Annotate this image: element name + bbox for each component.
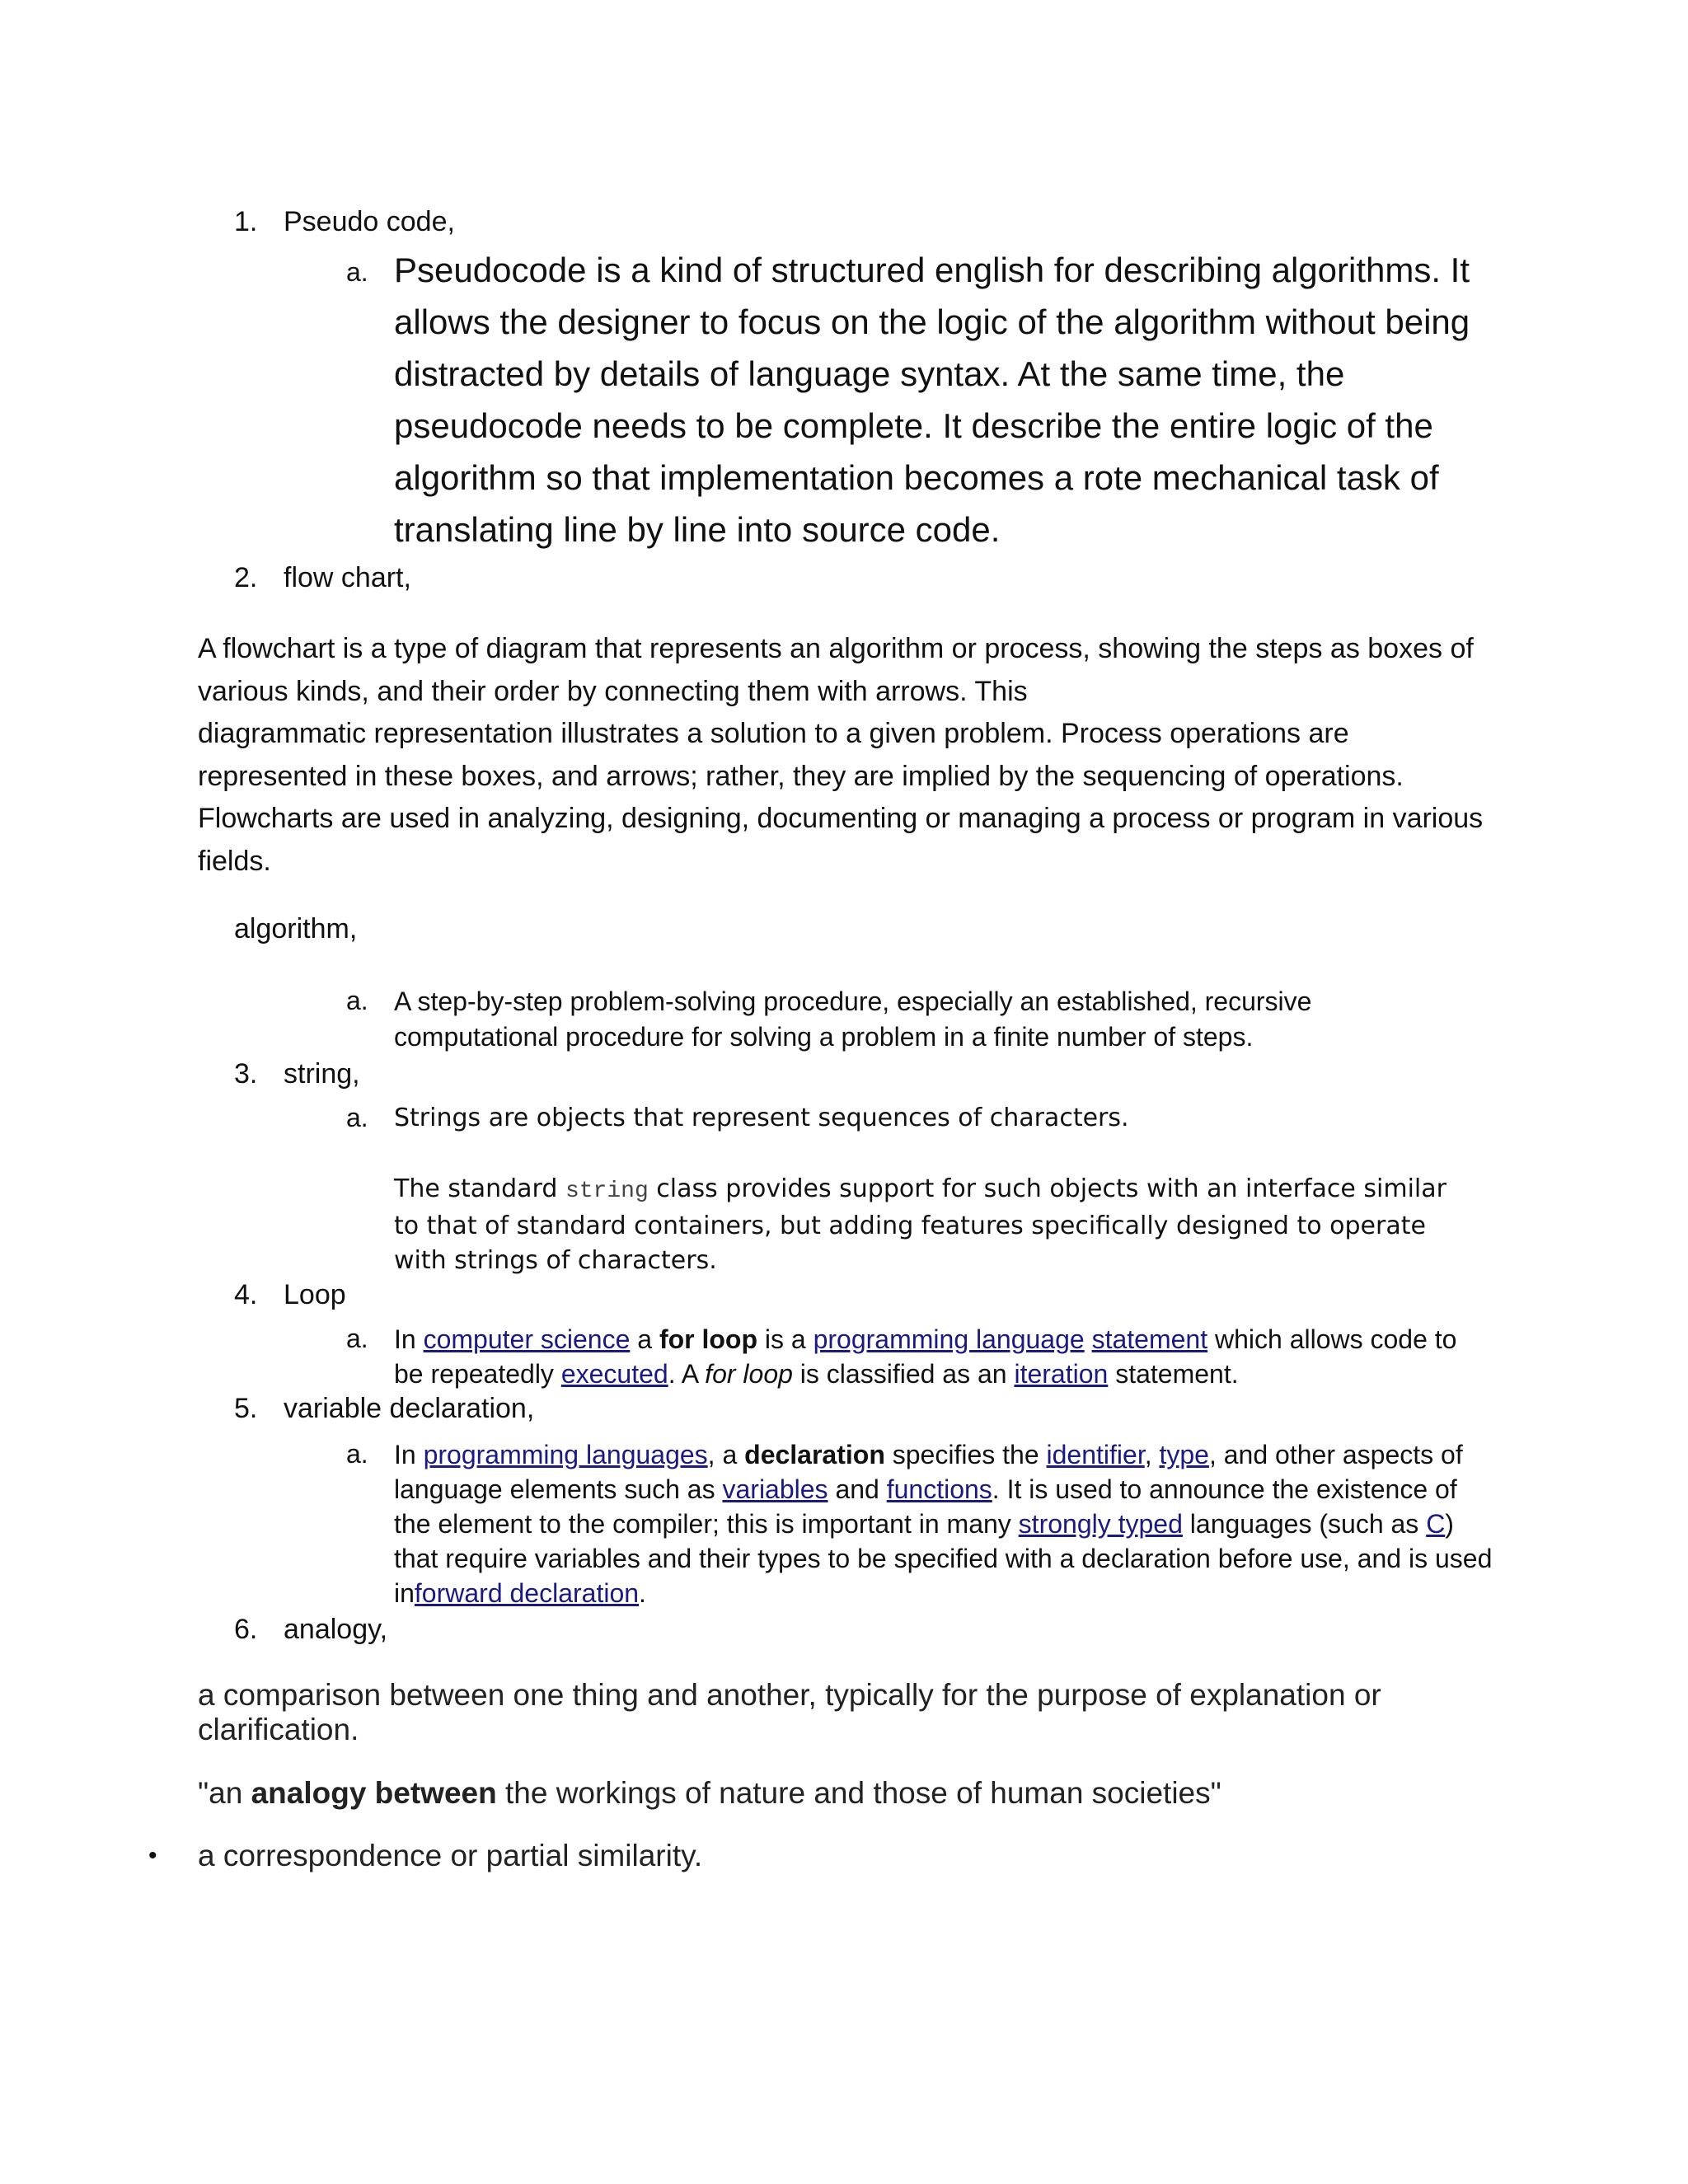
- link-forward-declaration[interactable]: forward declaration: [414, 1578, 640, 1608]
- sub-marker: a.: [346, 1103, 368, 1132]
- link-programming-languages[interactable]: programming languages: [423, 1440, 708, 1469]
- declaration-definition: In programming languages, a declaration specifies the identifier, type, and other aspects of language elements such as variables and functions. It is used to announce the existence of the element to the compiler; this is important in many strongly typed languages (such as C) that require variables and their types to be specified with a declaration before use, and is used inforward declaration.: [394, 1440, 1493, 1608]
- algorithm-definition: A step-by-step problem-solving procedure, especially an established, recursive computational procedure for solving a problem in a finite number of steps.: [394, 987, 1312, 1052]
- link-executed[interactable]: executed: [560, 1359, 668, 1389]
- link-identifier[interactable]: identifier: [1046, 1440, 1145, 1469]
- analogy-bullet-text: a correspondence or partial similarity.: [198, 1839, 703, 1872]
- code-string: string: [565, 1179, 649, 1204]
- item-title-analogy: analogy,: [284, 1614, 388, 1645]
- analogy-example: "an analogy between the workings of nature and those of human societies": [198, 1776, 1221, 1810]
- item-number: 6.: [234, 1614, 258, 1645]
- sub-marker: a.: [346, 986, 368, 1015]
- link-programming-language[interactable]: programming language: [813, 1324, 1085, 1354]
- item-title-string: string,: [284, 1058, 360, 1090]
- item-number: 1.: [234, 206, 258, 237]
- analogy-definition: a comparison between one thing and another, typically for the purpose of explanation or clarification.: [198, 1678, 1381, 1746]
- link-c[interactable]: C: [1426, 1509, 1446, 1539]
- item-title-variable-declaration: variable declaration,: [284, 1393, 535, 1424]
- link-functions[interactable]: functions: [886, 1474, 992, 1504]
- item-title-flow-chart: flow chart,: [284, 562, 411, 593]
- item-number: 3.: [234, 1058, 258, 1090]
- link-variables[interactable]: variables: [722, 1474, 828, 1504]
- link-computer-science[interactable]: computer science: [423, 1324, 631, 1354]
- item-number: 5.: [234, 1393, 258, 1424]
- sub-marker: a.: [346, 257, 368, 287]
- sub-marker: a.: [346, 1439, 368, 1469]
- item-number: 2.: [234, 562, 258, 593]
- item-title-loop: Loop: [284, 1279, 346, 1310]
- flowchart-definition: A flowchart is a type of diagram that represents an algorithm or process, showing the steps as boxes of various kinds, and their order by connecting them with arrows. This diagrammatic representation illustrates a solution to a given problem. Process operations are represented in these boxes, and arrows; rather, they are implied by the sequencing of operations. Flowcharts are used in analyzing, designing, documenting or managing a process or program in various fields.: [198, 633, 1484, 877]
- loop-definition: In computer science a for loop is a programming language statement which allows code to be repeatedly executed. A for loop is classified as an iteration statement.: [394, 1324, 1457, 1389]
- sub-marker: a.: [346, 1324, 368, 1353]
- item-title-pseudo-code: Pseudo code,: [284, 206, 455, 237]
- link-statement[interactable]: statement: [1091, 1324, 1208, 1354]
- link-iteration[interactable]: iteration: [1014, 1359, 1109, 1389]
- string-class-description: The standard string class provides support for such objects with an interface similar to that of standard containers, but adding features specifically designed to operate with strings of characters.: [394, 1174, 1447, 1275]
- item-number: 4.: [234, 1279, 258, 1310]
- algorithm-heading: algorithm,: [234, 913, 358, 944]
- link-type[interactable]: type: [1159, 1440, 1209, 1469]
- bullet-icon: •: [148, 1842, 157, 1869]
- pseudocode-definition: Pseudocode is a kind of structured english for describing algorithms. It allows the designer to focus on the logic of the algorithm without being distracted by details of language syntax. At the same time, the pseudocode needs to be complete. It describe the entire logic of the algorithm so that implementation becomes a rote mechanical task of translating line by line into source code.: [394, 251, 1470, 549]
- link-strongly-typed[interactable]: strongly typed: [1018, 1509, 1183, 1539]
- string-definition: Strings are objects that represent sequences of characters.: [394, 1104, 1129, 1132]
